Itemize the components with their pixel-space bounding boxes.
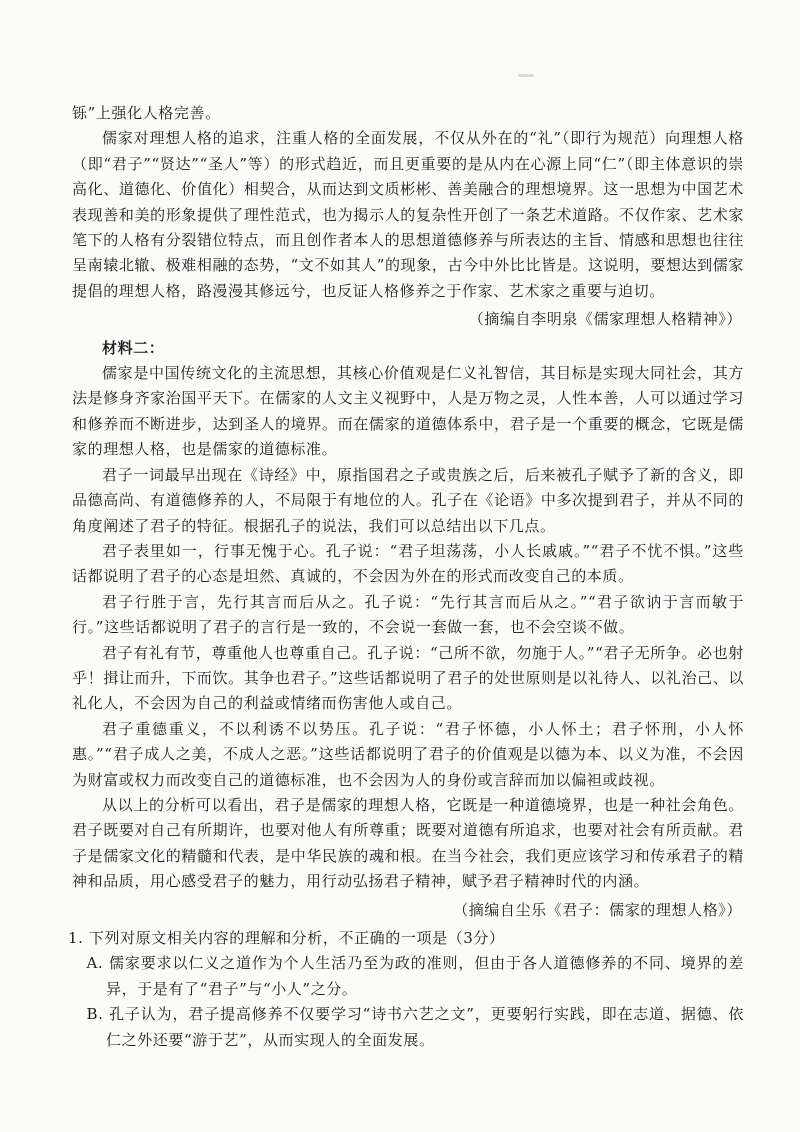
scan-mark [518, 74, 534, 77]
material2-paragraph-5: 君子有礼有节，尊重他人也尊重自己。孔子说：“己所不欲，勿施于人。”“君子无所争。必也射乎！揖让而升，下而饮。其争也君子。”这些话都说明了君子的处世原则是以礼待人、以礼治己、以礼化人，不会因为自己的利益或情绪而伤害他人或自己。 [72, 643, 744, 713]
material2-paragraph-3: 君子表里如一，行事无愧于心。孔子说：“君子坦荡荡，小人长戚戚。”“君子不忧不惧。”这些话都说明了君子的心态是坦然、真诚的，不会因为外在的形式而改变自己的本质。 [72, 541, 744, 586]
question-1-option-a: A. 儒家要求以仁义之道作为个人生活乃至为政的准则，但由于各人道德修养的不同、境界的差异，于是有了“君子”与“小人”之分。 [86, 954, 744, 998]
material1-source: （摘编自李明泉《儒家理想人格精神》） [468, 310, 742, 329]
material2-paragraph-6: 君子重德重义，不以利诱不以势压。孔子说：“君子怀德，小人怀土；君子怀刑，小人怀惠。”“君子成人之美，不成人之恶。”这些话都说明了君子的价值观是以德为本、以义为准，不会因为财富或权力而改变自己的道德标准，也不会因为人的身份或言辞而加以偏袒或歧视。 [72, 719, 744, 789]
question-1-stem: 1. 下列对原文相关内容的理解和分析，不正确的一项是（3分） [68, 929, 505, 947]
material2-paragraph-4: 君子行胜于言，先行其言而后从之。孔子说：“先行其言而后从之。”“君子欲讷于言而敏于行。”这些话都说明了君子的言行是一致的，不会说一套做一套，也不会空谈不做。 [72, 592, 744, 637]
question-1-option-b: B. 孔子认为，君子提高修养不仅要学习“诗书六艺之文”，更要躬行实践，即在志道、据德、依仁之外还要“游于艺”，从而实现人的全面发展。 [86, 1005, 744, 1049]
material1-paragraph: 儒家对理想人格的追求，注重人格的全面发展，不仅从外在的“礼”（即行为规范）向理想人格（即“君子”“贤达”“圣人”等）的形式趋近，而且更重要的是从内在心源上同“仁”（即主体意识的崇高化、道德化、价值化）相契合，从而达到文质彬彬、善美融合的理想境界。这一思想为中国艺术表现善和美的形象提供了理性范式，也为揭示人的复杂性开创了一条艺术道路。不仅作家、艺术家笔下的人格有分裂错位特点，而且创作者本人的思想道德修养与所表达的主旨、情感和思想也往往呈南辕北辙、极难相融的态势，“文不如其人”的现象，古今中外比比皆是。这说明，要想达到儒家提倡的理想人格，路漫漫其修远兮，也反证人格修养之于作家、艺术家之重要与迫切。 [72, 129, 744, 300]
material2-paragraph-7: 从以上的分析可以看出，君子是儒家的理想人格，它既是一种道德境界，也是一种社会角色。君子既要对自己有所期许，也要对他人有所尊重；既要对道德有所追求，也要对社会有所贡献。君子是儒家文化的精髓和代表，是中华民族的魂和根。在当今社会，我们更应该学习和传承君子的精神和品质，用心感受君子的魅力，用行动弘扬君子精神，赋予君子精神时代的内涵。 [72, 795, 744, 891]
reading-passage [68, 101, 744, 1053]
passage-continuation: 铄”上强化人格完善。 [72, 104, 221, 122]
material2-source: （摘编自尘乐《君子：儒家的理想人格》） [453, 900, 742, 919]
material2-heading: 材料二： [102, 338, 165, 357]
material2-paragraph-2: 君子一词最早出现在《诗经》中，原指国君之子或贵族之后，后来被孔子赋予了新的含义，即品德高尚、有道德修养的人，不局限于有地位的人。孔子在《论语》中多次提到君子，并从不同的角度阐述了君子的特征。根据孔子的说法，我们可以总结出以下几点。 [72, 465, 744, 535]
material2-paragraph-1: 儒家是中国传统文化的主流思想，其核心价值观是仁义礼智信，其目标是实现大同社会，其方法是修身齐家治国平天下。在儒家的人文主义视野中，人是万物之灵，人性本善，人可以通过学习和修养而不断进步，达到圣人的境界。而在儒家的道德体系中，君子是一个重要的概念，它既是儒家的理想人格，也是儒家的道德标准。 [72, 364, 744, 459]
